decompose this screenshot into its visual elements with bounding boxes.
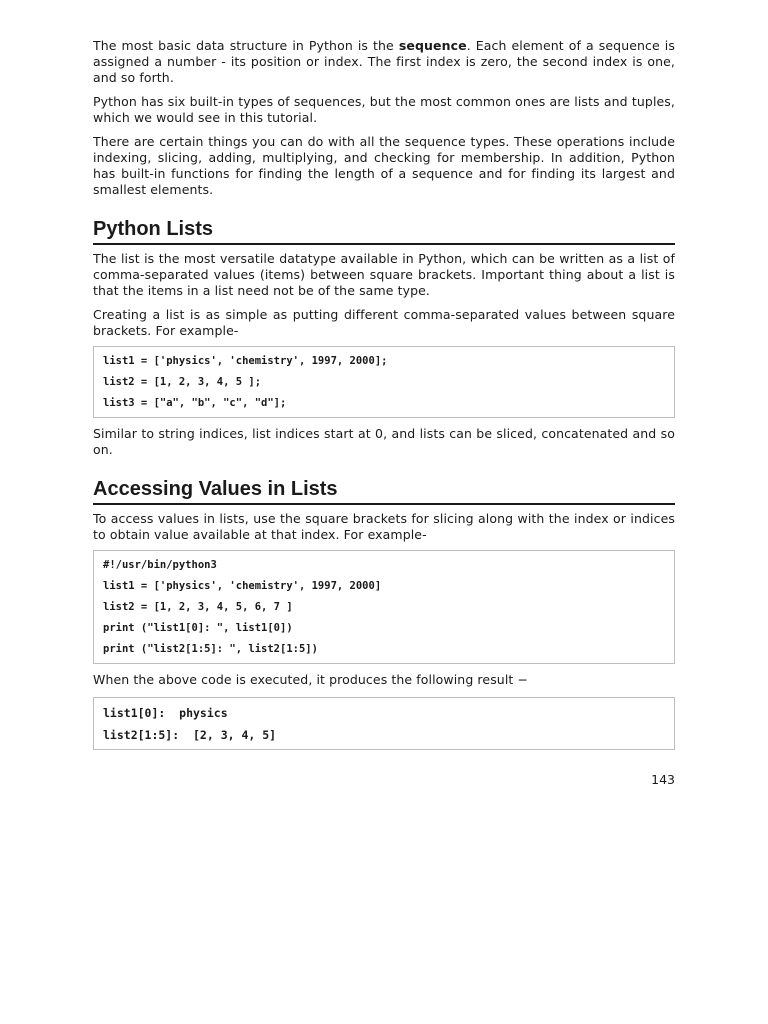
section-heading-accessing-values: Accessing Values in Lists <box>93 477 675 505</box>
lists-paragraph-3: Similar to string indices, list indices start at 0, and lists can be sliced, concatenated and so on. <box>93 426 675 457</box>
code-line: print ("list1[0]: ", list1[0]) <box>103 622 293 634</box>
section-heading-python-lists: Python Lists <box>93 217 675 245</box>
code-block-list-creation <box>93 346 675 418</box>
code-line: list3 = ["a", "b", "c", "d"]; <box>103 397 287 409</box>
intro-paragraph-1 <box>93 38 675 86</box>
code-block-output <box>93 697 675 750</box>
intro-text-start: The most basic data structure in Python is the <box>93 38 399 53</box>
intro-text-end: . Each element of a sequence is assigned a number - its position or index. The first index is zero, the second index is one, and so forth. <box>93 38 675 85</box>
code-line: #!/usr/bin/python3 <box>103 559 217 571</box>
sequence-term: sequence <box>398 38 467 53</box>
intro-paragraph-3: There are certain things you can do with all the sequence types. These operations include indexing, slicing, adding, multiplying, and checking for membership. In addition, Python has built-in functions for finding the length of a sequence and for finding its largest and smallest elements. <box>93 134 675 197</box>
lists-paragraph-1: The list is the most versatile datatype available in Python, which can be written as a list of comma-separated values (items) between square brackets. Important thing about a list is that the items in a list need not be of the same type. <box>93 251 675 298</box>
code-block-access-example <box>93 550 675 664</box>
lists-paragraph-2: Creating a list is as simple as putting different comma-separated values between square brackets. For example- <box>93 307 675 338</box>
access-paragraph-1: To access values in lists, use the square brackets for slicing along with the index or indices to obtain value available at that index. For example- <box>93 511 675 542</box>
code-line: list2 = [1, 2, 3, 4, 5 ]; <box>103 376 262 388</box>
intro-paragraph-2: Python has six built-in types of sequences, but the most common ones are lists and tuples, which we would see in this tutorial. <box>93 94 675 125</box>
code-line: list2 = [1, 2, 3, 4, 5, 6, 7 ] <box>103 601 293 613</box>
output-line: list1[0]: physics <box>103 706 228 720</box>
document-page <box>93 38 675 758</box>
page-number: 143 <box>651 772 675 787</box>
access-paragraph-2: When the above code is executed, it produces the following result − <box>93 672 529 687</box>
output-line: list2[1:5]: [2, 3, 4, 5] <box>103 728 277 742</box>
code-line: list1 = ['physics', 'chemistry', 1997, 2000] <box>103 580 382 592</box>
code-line: list1 = ['physics', 'chemistry', 1997, 2000]; <box>103 355 388 367</box>
code-line: print ("list2[1:5]: ", list2[1:5]) <box>103 643 318 655</box>
